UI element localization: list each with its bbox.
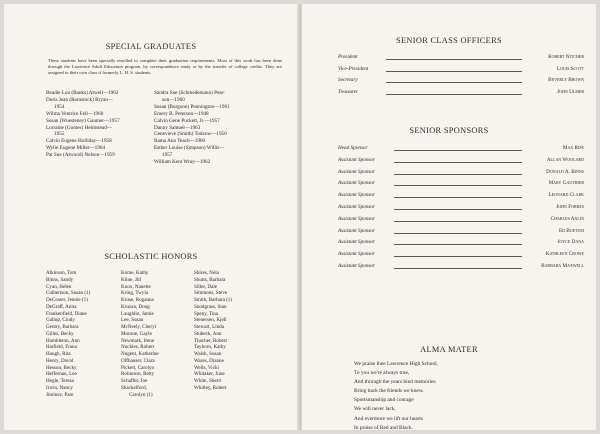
person-name: Robert Nitcher — [548, 54, 584, 60]
leader-rule — [386, 94, 522, 95]
list-item: Alkinson, Tom — [46, 270, 77, 276]
list-item: McNeely, Cheryl — [121, 324, 157, 330]
leader-rule — [386, 59, 522, 60]
list-item: Irwin, Nancy — [46, 384, 73, 391]
person-name: Louis Scott — [556, 65, 584, 72]
left-page — [4, 4, 298, 430]
scholastic-honors-heading: SCHOLASTIC HONORS — [104, 252, 198, 261]
sponsor-row — [338, 251, 584, 259]
list-item: Stenersen, Kjell — [194, 317, 227, 324]
list-item: Wells, Vicki — [194, 364, 219, 371]
role-label: Assistant Sponsor — [338, 204, 376, 210]
list-item: William Kent Wray—1962 — [154, 159, 211, 166]
list-item: Tayborn, Kathy — [194, 344, 226, 351]
leader-rule — [394, 256, 522, 257]
list-item: To you we're always true, — [354, 370, 410, 377]
list-item: And evermore we lift our hearts — [354, 415, 424, 422]
role-label: Assistant Sponsor — [338, 192, 376, 199]
sponsor-row — [338, 263, 584, 271]
list-item: Wares, Dianne — [194, 357, 224, 364]
leader-rule — [394, 197, 522, 198]
leader-rule — [394, 209, 522, 210]
list-item: Henry, David — [46, 357, 74, 364]
list-item: Hegle, Teresa — [46, 378, 74, 384]
role-label: President — [338, 54, 358, 60]
list-item: Calvin Gene Puckett, Jr.—1957 — [154, 117, 220, 124]
special-graduates-heading: SPECIAL GRADUATES — [105, 42, 197, 51]
list-item: 1957 — [162, 152, 173, 159]
sponsor-row — [338, 157, 584, 165]
senior-class-officers-heading: SENIOR CLASS OFFICERS — [396, 36, 502, 45]
list-item: Smith, Barbara (1) — [194, 297, 233, 303]
person-name: Barbara Maxwell — [541, 263, 584, 269]
list-item: Stubeck, Ann — [194, 330, 222, 337]
list-item: Frankenfield, Diane — [46, 310, 87, 317]
list-item: Sandra Sue (Schmedemann) Pear- — [154, 90, 225, 96]
list-item: DeGraff, Anita — [46, 303, 77, 310]
sponsor-row — [338, 239, 584, 247]
list-item: Carolyn (1) — [129, 391, 153, 398]
person-name: Beverly Brown — [548, 77, 584, 83]
leader-rule — [394, 150, 522, 151]
person-name: Max Rife — [562, 145, 584, 151]
list-item: Wylie Eugene Miller—1964 — [46, 145, 106, 152]
honors-column-3 — [194, 270, 232, 392]
list-item: Binns, Sandy — [46, 276, 74, 283]
list-item: Hatfield, Frana — [46, 344, 77, 351]
graduates-column-1 — [46, 90, 120, 159]
role-label: Assistant Sponsor — [338, 180, 376, 187]
leader-rule — [394, 162, 522, 163]
alma-mater-heading: ALMA MATER — [420, 345, 478, 354]
leader-rule — [394, 233, 522, 234]
list-item: In praise of Red and Black. — [354, 424, 413, 430]
list-item: And through the years bind memories — [354, 379, 436, 386]
officer-row — [338, 89, 584, 97]
list-item: Lorraine (Gomes) Heimstead— — [46, 124, 112, 131]
list-item: Newmark, Irene — [121, 337, 155, 344]
role-label: Vice-President — [338, 65, 369, 72]
sponsor-row — [338, 216, 584, 224]
person-name: Ed Buetum — [558, 227, 584, 234]
leader-rule — [394, 244, 522, 245]
person-name: John Forbes — [556, 204, 584, 210]
list-item: Walsh, Susan — [194, 351, 222, 357]
list-item: Kruse, Roganna — [121, 297, 154, 303]
alma-mater-lyrics — [354, 360, 438, 430]
list-item: Knox, Nanette — [121, 283, 151, 290]
special-graduates-intro: These students have been specially enrolled to complete their graduation requirements. Most of this work has been done through the Lawrence Adult Education program, by correspondence study or by the transfer of college credits. They are assigned to their own class if formerly L. H. S. students. — [48, 58, 282, 76]
list-item: Gallup, Cindy — [46, 317, 75, 324]
list-item: son—1960 — [162, 96, 185, 103]
role-label: Treasurer — [338, 88, 359, 95]
list-item: DeCoster, Jennie (1) — [46, 297, 88, 303]
list-item: Schaffer, Joe — [121, 378, 148, 384]
list-item: Rama Ann Teach—1960 — [154, 138, 206, 145]
list-item: Cyan, Helen — [46, 283, 72, 290]
list-item: Whitaker, June — [194, 371, 225, 378]
role-label: Assistant Sponsor — [338, 251, 376, 258]
senior-sponsors-heading: SENIOR SPONSORS — [409, 126, 489, 135]
list-item: Susan (Burgoon) Pennington—1961 — [154, 103, 230, 110]
list-item: Esther Louise (Simpson) Willis— — [154, 145, 225, 152]
list-item: Emery B. Peterson—1948 — [154, 110, 209, 117]
person-name: Charles Axlin — [550, 215, 584, 222]
role-label: Assistant Sponsor — [338, 156, 376, 163]
leader-rule — [394, 221, 522, 222]
list-item: Doris Jean (Romstock) Bryan— — [46, 96, 113, 103]
list-item: Kring, Twyla — [121, 290, 148, 297]
list-item: White, Sherri — [194, 378, 222, 384]
right-page — [302, 4, 596, 430]
honors-column-1 — [46, 270, 90, 398]
list-item: Kome, Kathy — [121, 270, 149, 276]
honors-column-2 — [121, 270, 159, 398]
list-item: Heffernan, Lee — [46, 371, 77, 378]
list-item: Wilma Ventrice Fell—1960 — [46, 110, 104, 117]
leader-rule — [386, 71, 522, 72]
list-item: We will never lack, — [354, 406, 396, 413]
list-item: Hambleton, Ann — [46, 337, 80, 344]
list-item: Sportsmanship and courage — [354, 397, 414, 404]
list-item: Siller, Dale — [194, 283, 217, 290]
list-item: Robinson, Betty — [121, 371, 155, 378]
person-name: Joyce Dana — [557, 239, 584, 246]
list-item: Shackelford, — [121, 384, 147, 391]
leader-rule — [386, 82, 522, 83]
sponsor-row — [338, 180, 584, 188]
sponsor-row — [338, 145, 584, 153]
list-item: Offhauser, Clara — [121, 357, 155, 364]
list-item: Pat Sue (Atwood) Nelson—1959 — [46, 152, 115, 159]
sponsor-row — [338, 228, 584, 236]
list-item: Susan (Wuesteney) Gaumer—1957 — [46, 117, 120, 124]
leader-rule — [394, 174, 522, 175]
officer-row — [338, 77, 584, 85]
list-item: We praise thee Lawrence High School, — [354, 361, 438, 367]
list-item: Beadie Lou (Banks) Atwell—1962 — [46, 90, 119, 96]
leader-rule — [394, 268, 522, 269]
list-item: Calvin Eugene Holliday—1958 — [46, 138, 112, 145]
list-item: Whitley, Robert — [194, 384, 227, 391]
graduates-column-2 — [154, 90, 230, 166]
list-item: Speny, Tina — [194, 310, 219, 317]
list-item: Gentry, Barbara — [46, 324, 79, 330]
role-label: Assistant Sponsor — [338, 239, 376, 246]
role-label: Head Sponsor — [338, 145, 368, 151]
list-item: Shires, Nela — [194, 270, 219, 276]
role-label: Secretary — [338, 77, 358, 83]
list-item: Simmons, Steve — [194, 290, 228, 297]
sponsor-row — [338, 169, 584, 177]
list-item: Bring back the friends we knew. — [354, 388, 424, 395]
sponsor-row — [338, 204, 584, 212]
list-item: Kruzan, Doug — [121, 303, 150, 310]
list-item: Laughlin, Jamie — [121, 310, 154, 317]
person-name: Donald A. Binns — [546, 168, 584, 175]
list-item: Pickett, Carolyn — [121, 364, 155, 371]
list-item: Kline, Jill — [121, 276, 142, 283]
list-item: Monroe, Gayle — [121, 330, 152, 337]
leader-rule — [394, 185, 522, 186]
list-item: Nugent, Katherine — [121, 351, 159, 357]
role-label: Assistant Sponsor — [338, 215, 376, 222]
list-item: Hesson, Becky — [46, 364, 77, 371]
list-item: Jiminez, Pam — [46, 391, 74, 398]
role-label: Assistant Sponsor — [338, 227, 376, 234]
sponsor-row — [338, 192, 584, 200]
person-name: John Ulmer — [557, 88, 584, 95]
list-item: Thacher, Robert — [194, 337, 227, 344]
officer-row — [338, 66, 584, 74]
list-item: Snodgrass, Stan — [194, 303, 227, 310]
person-name: Mary Gauthier — [548, 180, 584, 187]
list-item: Stewart, Linda — [194, 324, 224, 330]
list-item: Gilles, Becky — [46, 330, 74, 337]
person-name: Allan Woolard — [546, 156, 584, 163]
officer-row — [338, 54, 584, 62]
list-item: 1954 — [54, 103, 65, 110]
role-label: Assistant Sponsor — [338, 168, 376, 175]
list-item: Lee, Susan — [121, 317, 144, 324]
list-item: Culbertson, Susan (1) — [46, 290, 91, 297]
list-item: Danny Samuel—1963 — [154, 124, 201, 131]
list-item: 1955 — [54, 131, 65, 138]
list-item: Shutts, Barbara — [194, 276, 226, 283]
list-item: Nuckles, Robert — [121, 344, 155, 351]
list-item: Genevieve (Smith) Todzow—1950 — [154, 131, 227, 138]
role-label: Assistant Sponsor — [338, 263, 376, 269]
person-name: Leonard Clark — [548, 192, 584, 199]
list-item: Haugh, Rita — [46, 351, 71, 357]
person-name: Kathleen Crowe — [545, 251, 584, 258]
